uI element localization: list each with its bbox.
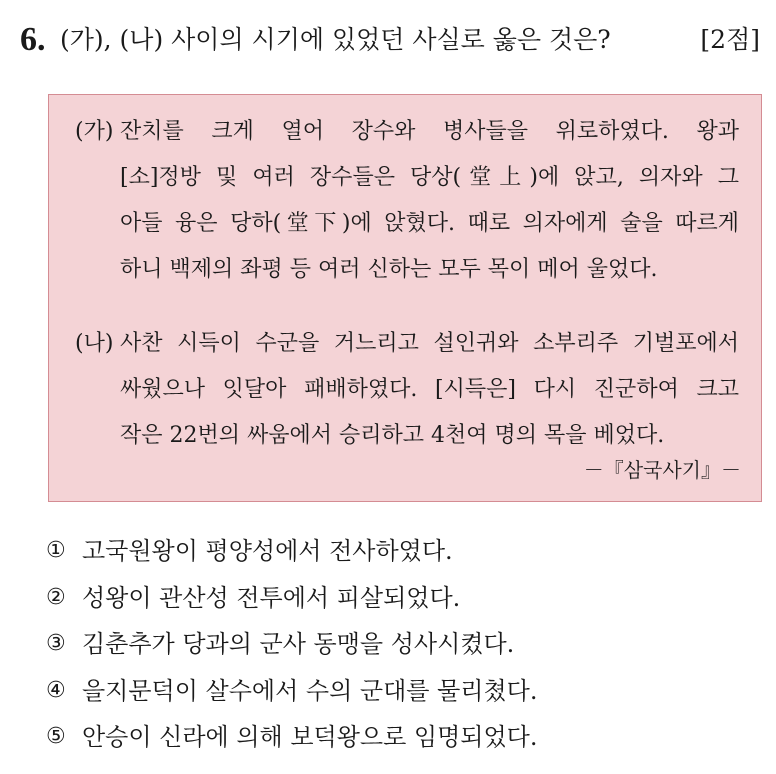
- choice-number: ③: [46, 631, 66, 656]
- choice-item[interactable]: [46, 714, 746, 761]
- choice-item[interactable]: [46, 528, 746, 575]
- choice-number: ①: [46, 538, 66, 563]
- choice-number: ②: [46, 584, 66, 610]
- source-box: [48, 94, 762, 502]
- passage-text: 사찬 시득이 수군을 거느리고 설인귀와 소부리주 기벌포에서: [120, 331, 739, 356]
- choice-text: 안승이 신라에 의해 보덕왕으로 임명되었다.: [82, 723, 538, 751]
- choice-item[interactable]: [46, 668, 746, 715]
- passage-marker-ga: (가): [75, 119, 114, 144]
- passage-line: 하니 백제의 좌평 등 여러 신하는 모두 목이 메어 울었다.: [120, 257, 658, 282]
- passage-ga: [75, 109, 739, 293]
- passage-line: [75, 109, 739, 155]
- choice-number: ⑤: [46, 724, 66, 749]
- question-points: [2점]: [700, 25, 760, 54]
- choice-item[interactable]: [46, 575, 746, 622]
- passage-text: 잔치를 크게 열어 장수와 병사들을 위로하였다. 왕과: [120, 119, 739, 144]
- source-citation: －『삼국사기』－: [583, 458, 741, 482]
- choice-text: 김춘추가 당과의 군사 동맹을 성사시켰다.: [82, 630, 515, 658]
- passage-line: 싸웠으나 잇달아 패배하였다. [시득은] 다시 진군하여 크고: [120, 377, 739, 402]
- passage-na: [75, 321, 739, 459]
- passage-line: [75, 321, 739, 367]
- choice-number: ④: [46, 677, 66, 703]
- choice-text: 고국원왕이 평양성에서 전사하였다.: [82, 537, 453, 565]
- passage-line: 아들 융은 당하(堂下)에 앉혔다. 때로 의자에게 술을 따르게: [120, 211, 739, 236]
- passage-line: 작은 22번의 싸움에서 승리하고 4천여 명의 목을 베었다.: [120, 423, 665, 448]
- choice-item[interactable]: [46, 621, 746, 668]
- choice-text: 을지문덕이 살수에서 수의 군대를 물리쳤다.: [82, 676, 538, 705]
- question-header: [20, 18, 760, 62]
- answer-choices: [46, 528, 746, 761]
- passage-line: [소]정방 및 여러 장수들은 당상(堂上)에 앉고, 의자와 그: [120, 165, 739, 190]
- question-number: 6.: [20, 21, 46, 58]
- passage-marker-na: (나): [75, 331, 114, 356]
- question-text: (가), (나) 사이의 시기에 있었던 사실로 옳은 것은?: [60, 25, 611, 54]
- choice-text: 성왕이 관산성 전투에서 피살되었다.: [82, 583, 461, 612]
